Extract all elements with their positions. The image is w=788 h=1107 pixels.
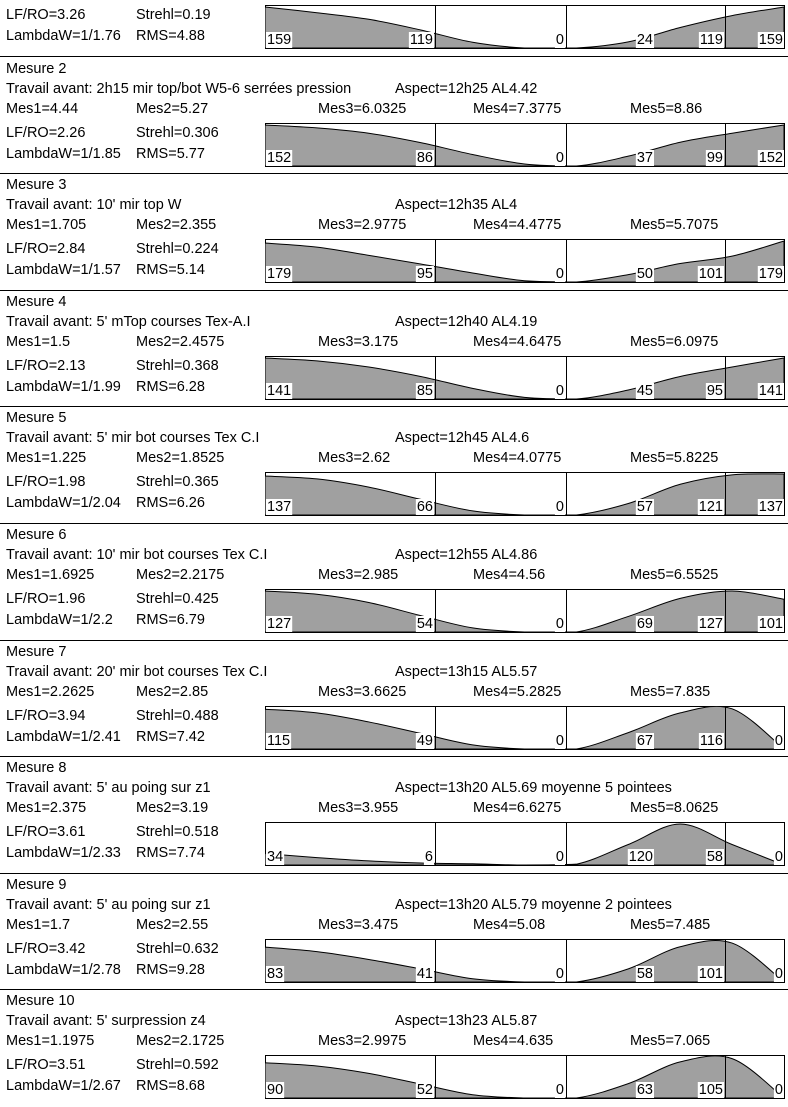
profile-chart xyxy=(265,939,785,983)
profile-value-label: 101 xyxy=(698,965,723,982)
profile-value-label: 45 xyxy=(636,382,653,399)
mes1-value: Mes1=2.375 xyxy=(6,800,87,817)
profile-chart xyxy=(265,822,785,866)
profile-chart xyxy=(265,356,785,400)
profile-value-label: 50 xyxy=(636,266,653,283)
travail-avant: Travail avant: 2h15 mir top/bot W5-6 serrées pression xyxy=(6,80,352,97)
wavefront-profile xyxy=(265,123,785,167)
mes1-value: Mes1=1.7 xyxy=(6,916,71,933)
wavefront-profile xyxy=(265,822,785,866)
travail-avant: Travail avant: 5' mTop courses Tex-A.I xyxy=(6,313,251,330)
profile-value-label: 120 xyxy=(628,849,653,866)
travail-avant: Travail avant: 5' au poing sur z1 xyxy=(6,780,211,797)
profile-value-label: 0 xyxy=(774,849,783,866)
aspect-value: Aspect=12h45 AL4.6 xyxy=(395,430,530,447)
measure-title: Mesure 9 xyxy=(6,876,67,893)
profile-chart xyxy=(265,1055,785,1099)
rms-value: RMS=6.26 xyxy=(136,495,205,512)
travail-avant: Travail avant: 20' mir bot courses Tex C.I xyxy=(6,663,268,680)
profile-value-label: 141 xyxy=(758,382,783,399)
profile-value-label: 83 xyxy=(267,965,284,982)
travail-avant: Travail avant: 10' mir top W xyxy=(6,197,182,214)
profile-value-label: 159 xyxy=(758,32,783,48)
profile-value-label: 66 xyxy=(416,499,433,516)
profile-value-label: 137 xyxy=(758,499,783,516)
profile-value-label: 52 xyxy=(416,1082,433,1099)
profile-value-label: 49 xyxy=(416,732,433,749)
measure-block xyxy=(0,291,788,408)
mes4-value: Mes4=5.08 xyxy=(473,916,546,933)
mes5-value: Mes5=7.065 xyxy=(630,1033,711,1050)
mes3-value: Mes3=2.9975 xyxy=(318,1033,407,1050)
wavefront-profile xyxy=(265,589,785,633)
mes5-value: Mes5=8.0625 xyxy=(630,800,719,817)
lf-ro-value: LF/RO=3.94 xyxy=(6,707,86,724)
measure-block xyxy=(0,757,788,874)
mes3-value: Mes3=2.62 xyxy=(318,450,391,467)
mes4-value: Mes4=5.2825 xyxy=(473,683,562,700)
mes1-value: Mes1=1.705 xyxy=(6,217,87,234)
aspect-value: Aspect=12h40 AL4.19 xyxy=(395,313,538,330)
strehl-value: Strehl=0.368 xyxy=(136,357,219,374)
rms-value: RMS=6.28 xyxy=(136,378,205,395)
profile-value-label: 24 xyxy=(636,32,653,48)
profile-value-label: 105 xyxy=(698,1082,723,1099)
mes5-value: Mes5=5.8225 xyxy=(630,450,719,467)
profile-value-label: 95 xyxy=(706,382,723,399)
profile-chart xyxy=(265,589,785,633)
rms-value: RMS=8.68 xyxy=(136,1078,205,1095)
mes5-value: Mes5=7.485 xyxy=(630,916,711,933)
mes3-value: Mes3=3.175 xyxy=(318,333,399,350)
profile-value-label: 85 xyxy=(416,382,433,399)
mes3-value: Mes3=3.6625 xyxy=(318,683,407,700)
lf-ro-value: LF/RO=1.96 xyxy=(6,590,86,607)
mes1-value: Mes1=1.225 xyxy=(6,450,87,467)
profile-value-label: 127 xyxy=(267,615,292,632)
profile-value-label: 37 xyxy=(636,149,653,166)
profile-value-label: 0 xyxy=(555,1082,564,1099)
profile-chart xyxy=(265,706,785,750)
rms-value: RMS=7.74 xyxy=(136,845,205,862)
profile-value-label: 152 xyxy=(758,149,783,166)
profile-value-label: 6 xyxy=(424,849,433,866)
profile-value-label: 0 xyxy=(555,499,564,516)
profile-value-label: 0 xyxy=(555,849,564,866)
profile-value-label: 115 xyxy=(267,732,291,749)
measure-block xyxy=(0,407,788,524)
travail-avant: Travail avant: 10' mir bot courses Tex C.I xyxy=(6,546,268,563)
rms-value: RMS=9.28 xyxy=(136,961,205,978)
profile-value-label: 101 xyxy=(698,266,723,283)
mes1-value: Mes1=4.44 xyxy=(6,100,79,117)
mes4-value: Mes4=4.635 xyxy=(473,1033,554,1050)
mes3-value: Mes3=2.985 xyxy=(318,566,399,583)
travail-avant: Travail avant: 5' au poing sur z1 xyxy=(6,896,211,913)
wavefront-profile xyxy=(265,239,785,283)
lf-ro-value: LF/RO=3.26 xyxy=(6,7,86,23)
profile-value-label: 95 xyxy=(416,266,433,283)
profile-value-label: 101 xyxy=(758,615,783,632)
rms-value: RMS=4.88 xyxy=(136,28,205,44)
wavefront-profile xyxy=(265,5,785,49)
profile-value-label: 57 xyxy=(636,499,653,516)
measure-title: Mesure 10 xyxy=(6,993,75,1010)
lambda-w-value: LambdaW=1/1.85 xyxy=(6,145,121,162)
lf-ro-value: LF/RO=2.13 xyxy=(6,357,86,374)
mes2-value: Mes2=2.85 xyxy=(136,683,209,700)
wavefront-profile xyxy=(265,356,785,400)
strehl-value: Strehl=0.425 xyxy=(136,590,219,607)
aspect-value: Aspect=13h23 AL5.87 xyxy=(395,1013,538,1030)
mes1-value: Mes1=1.1975 xyxy=(6,1033,95,1050)
mes4-value: Mes4=6.6275 xyxy=(473,800,562,817)
mes1-value: Mes1=2.2625 xyxy=(6,683,95,700)
profile-value-label: 0 xyxy=(774,1082,783,1099)
strehl-value: Strehl=0.224 xyxy=(136,241,219,258)
aspect-value: Aspect=13h20 AL5.69 moyenne 5 pointees xyxy=(395,780,672,797)
mes4-value: Mes4=4.0775 xyxy=(473,450,562,467)
profile-value-label: 58 xyxy=(706,849,723,866)
profile-value-label: 86 xyxy=(416,149,433,166)
lambda-w-value: LambdaW=1/1.76 xyxy=(6,28,121,44)
profile-value-label: 99 xyxy=(706,149,723,166)
profile-chart xyxy=(265,239,785,283)
mes2-value: Mes2=5.27 xyxy=(136,100,209,117)
lambda-w-value: LambdaW=1/2.04 xyxy=(6,495,121,512)
measure-block-top xyxy=(0,0,788,56)
measure-title: Mesure 2 xyxy=(6,60,67,77)
measure-block xyxy=(0,58,788,175)
mes2-value: Mes2=1.8525 xyxy=(136,450,225,467)
profile-value-label: 0 xyxy=(774,965,783,982)
strehl-value: Strehl=0.365 xyxy=(136,474,219,491)
measure-block xyxy=(0,990,788,1107)
rms-value: RMS=5.77 xyxy=(136,145,205,162)
lambda-w-value: LambdaW=1/2.41 xyxy=(6,728,121,745)
mes5-value: Mes5=6.5525 xyxy=(630,566,719,583)
mes3-value: Mes3=3.475 xyxy=(318,916,399,933)
lambda-w-value: LambdaW=1/1.99 xyxy=(6,378,121,395)
profile-value-label: 54 xyxy=(416,615,433,632)
mes3-value: Mes3=2.9775 xyxy=(318,217,407,234)
lambda-w-value: LambdaW=1/1.57 xyxy=(6,262,121,279)
profile-value-label: 34 xyxy=(267,849,284,866)
mes1-value: Mes1=1.6925 xyxy=(6,566,95,583)
profile-value-label: 0 xyxy=(555,32,564,48)
mes2-value: Mes2=2.2175 xyxy=(136,566,225,583)
lf-ro-value: LF/RO=3.51 xyxy=(6,1057,86,1074)
lambda-w-value: LambdaW=1/2.2 xyxy=(6,611,113,628)
mes4-value: Mes4=7.3775 xyxy=(473,100,562,117)
travail-avant: Travail avant: 5' mir bot courses Tex C.I xyxy=(6,430,260,447)
lambda-w-value: LambdaW=1/2.67 xyxy=(6,1078,121,1095)
profile-chart xyxy=(265,5,785,49)
profile-value-label: 0 xyxy=(774,732,783,749)
lf-ro-value: LF/RO=3.61 xyxy=(6,824,86,841)
measure-title: Mesure 4 xyxy=(6,293,67,310)
profile-chart xyxy=(265,472,785,516)
profile-value-label: 69 xyxy=(636,615,653,632)
rms-value: RMS=7.42 xyxy=(136,728,205,745)
lf-ro-value: LF/RO=2.26 xyxy=(6,124,86,141)
mes3-value: Mes3=6.0325 xyxy=(318,100,407,117)
lf-ro-value: LF/RO=3.42 xyxy=(6,940,86,957)
rms-value: RMS=5.14 xyxy=(136,262,205,279)
lambda-w-value: LambdaW=1/2.33 xyxy=(6,845,121,862)
mes5-value: Mes5=8.86 xyxy=(630,100,703,117)
wavefront-profile xyxy=(265,706,785,750)
profile-value-label: 0 xyxy=(555,266,564,283)
measure-block xyxy=(0,524,788,641)
wavefront-profile xyxy=(265,472,785,516)
measure-block xyxy=(0,874,788,991)
mes5-value: Mes5=7.835 xyxy=(630,683,711,700)
aspect-value: Aspect=13h15 AL5.57 xyxy=(395,663,538,680)
lf-ro-value: LF/RO=1.98 xyxy=(6,474,86,491)
mes5-value: Mes5=6.0975 xyxy=(630,333,719,350)
mes4-value: Mes4=4.6475 xyxy=(473,333,562,350)
profile-value-label: 121 xyxy=(698,499,723,516)
measure-title: Mesure 3 xyxy=(6,177,67,194)
rms-value: RMS=6.79 xyxy=(136,611,205,628)
measure-title: Mesure 8 xyxy=(6,760,67,777)
profile-value-label: 116 xyxy=(699,732,723,749)
strehl-value: Strehl=0.632 xyxy=(136,940,219,957)
profile-value-label: 41 xyxy=(416,965,433,982)
profile-value-label: 58 xyxy=(636,965,653,982)
mes2-value: Mes2=2.1725 xyxy=(136,1033,225,1050)
profile-value-label: 119 xyxy=(409,32,433,48)
profile-chart xyxy=(265,123,785,167)
profile-value-label: 0 xyxy=(555,965,564,982)
profile-value-label: 90 xyxy=(267,1082,284,1099)
profile-value-label: 0 xyxy=(555,382,564,399)
profile-value-label: 0 xyxy=(555,615,564,632)
measure-block xyxy=(0,641,788,758)
aspect-value: Aspect=12h55 AL4.86 xyxy=(395,546,538,563)
profile-value-label: 67 xyxy=(636,732,653,749)
mes2-value: Mes2=2.55 xyxy=(136,916,209,933)
travail-avant: Travail avant: 5' surpression z4 xyxy=(6,1013,206,1030)
strehl-value: Strehl=0.592 xyxy=(136,1057,219,1074)
profile-value-label: 63 xyxy=(636,1082,653,1099)
aspect-value: Aspect=12h35 AL4 xyxy=(395,197,518,214)
wavefront-profile xyxy=(265,939,785,983)
mes5-value: Mes5=5.7075 xyxy=(630,217,719,234)
profile-value-label: 0 xyxy=(555,732,564,749)
profile-value-label: 127 xyxy=(698,615,723,632)
profile-value-label: 0 xyxy=(555,149,564,166)
wavefront-profile xyxy=(265,1055,785,1099)
profile-value-label: 159 xyxy=(267,32,292,48)
mes3-value: Mes3=3.955 xyxy=(318,800,399,817)
mes2-value: Mes2=2.4575 xyxy=(136,333,225,350)
lambda-w-value: LambdaW=1/2.78 xyxy=(6,961,121,978)
mes4-value: Mes4=4.4775 xyxy=(473,217,562,234)
strehl-value: Strehl=0.306 xyxy=(136,124,219,141)
measure-title: Mesure 6 xyxy=(6,526,67,543)
profile-value-label: 141 xyxy=(267,382,292,399)
measure-block xyxy=(0,174,788,291)
strehl-value: Strehl=0.518 xyxy=(136,824,219,841)
profile-value-label: 137 xyxy=(267,499,292,516)
measure-title: Mesure 5 xyxy=(6,410,67,427)
aspect-value: Aspect=13h20 AL5.79 moyenne 2 pointees xyxy=(395,896,672,913)
profile-value-label: 119 xyxy=(699,32,723,48)
aspect-value: Aspect=12h25 AL4.42 xyxy=(395,80,538,97)
strehl-value: Strehl=0.488 xyxy=(136,707,219,724)
measure-title: Mesure 7 xyxy=(6,643,67,660)
mes4-value: Mes4=4.56 xyxy=(473,566,546,583)
mes2-value: Mes2=3.19 xyxy=(136,800,209,817)
lf-ro-value: LF/RO=2.84 xyxy=(6,241,86,258)
strehl-value: Strehl=0.19 xyxy=(136,7,211,23)
mes2-value: Mes2=2.355 xyxy=(136,217,217,234)
profile-value-label: 179 xyxy=(758,266,783,283)
mes1-value: Mes1=1.5 xyxy=(6,333,71,350)
profile-value-label: 152 xyxy=(267,149,292,166)
profile-value-label: 179 xyxy=(267,266,292,283)
